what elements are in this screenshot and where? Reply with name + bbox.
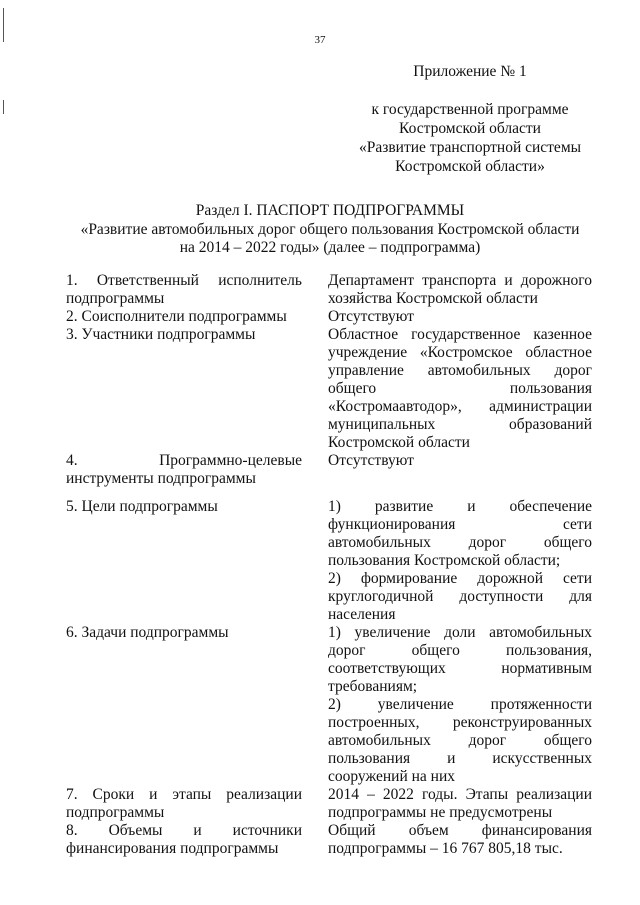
row-value: [328, 308, 592, 326]
row-value: [328, 326, 592, 452]
value-text: 2014 – 2022 годы. Этапы реализации подпрограммы не предусмотрены: [328, 786, 592, 821]
passport-row-goals: [66, 498, 592, 624]
page-number: 37: [314, 34, 326, 46]
appendix-line: «Развитие транспортной системы: [358, 139, 582, 156]
value-text: Областное государственное казенное учреждение «Костромское областное управление автомобильных дорог общего пользования «Костромаавтодор», администрации муниципальных образований Костромской области: [328, 326, 592, 451]
scan-edge-mark-middle: [3, 100, 4, 114]
row-label: 4. Программно-целевые инструменты подпрограммы: [66, 452, 302, 487]
appendix-line: Костромской области»: [395, 158, 545, 175]
row-value: [328, 822, 592, 858]
appendix-title: Приложение № 1: [413, 63, 527, 80]
value-text: Отсутствуют: [328, 308, 414, 325]
passport-row-instruments: [66, 452, 592, 488]
appendix-reference: [330, 100, 610, 176]
row-value: [328, 624, 592, 786]
value-text: Департамент транспорта и дорожного хозяйства Костромской области: [328, 272, 592, 307]
value-text: 2) формирование дорожной сети круглогодичной доступности для населения: [328, 570, 592, 623]
row-value: [328, 498, 592, 624]
value-text: 2) увеличение протяженности построенных, реконструированных автомобильных дорог общего пользования и искусственных сооружений на них: [328, 696, 592, 785]
passport-row-participants: [66, 326, 592, 452]
section-title: Раздел I. ПАСПОРТ ПОДПРОГРАММЫ: [195, 202, 465, 219]
appendix-line: Костромской области: [399, 120, 541, 137]
passport-row-timeline: [66, 786, 592, 822]
value-text: Общий объем финансирования подпрограммы – 16 767 805,18 тыс.: [328, 822, 592, 857]
passport-table: [66, 272, 592, 858]
section-heading: [80, 202, 580, 258]
value-text: 1) увеличение доли автомобильных дорог общего пользования, соответствующих нормативным требованиям;: [328, 624, 592, 695]
row-label: 6. Задачи подпрограммы: [66, 624, 229, 641]
passport-row-funding: [66, 822, 592, 858]
row-value: [328, 786, 592, 822]
value-text: 1) развитие и обеспечение функционирования сети автомобильных дорог общего пользования Костромской области;: [328, 498, 592, 569]
row-label: 1. Ответственный исполнитель подпрограммы: [66, 272, 302, 307]
appendix-line: к государственной программе: [371, 101, 569, 118]
row-label: 5. Цели подпрограммы: [66, 498, 218, 515]
row-value: [328, 452, 592, 488]
passport-row-responsible: [66, 272, 592, 308]
section-subtitle: «Развитие автомобильных дорог общего пользования Костромской области на 2014 – 2022 годы» (далее – подпрограмма): [80, 220, 580, 256]
row-label: 3. Участники подпрограммы: [66, 326, 256, 343]
passport-row-tasks: [66, 624, 592, 786]
row-label: 2. Соисполнители подпрограммы: [66, 308, 287, 325]
row-value: [328, 272, 592, 308]
passport-row-coexecutors: [66, 308, 592, 326]
row-label: 7. Сроки и этапы реализации подпрограммы: [66, 786, 302, 821]
row-label: 8. Объемы и источники финансирования подпрограммы: [66, 822, 302, 857]
value-text: Отсутствуют: [328, 452, 414, 469]
